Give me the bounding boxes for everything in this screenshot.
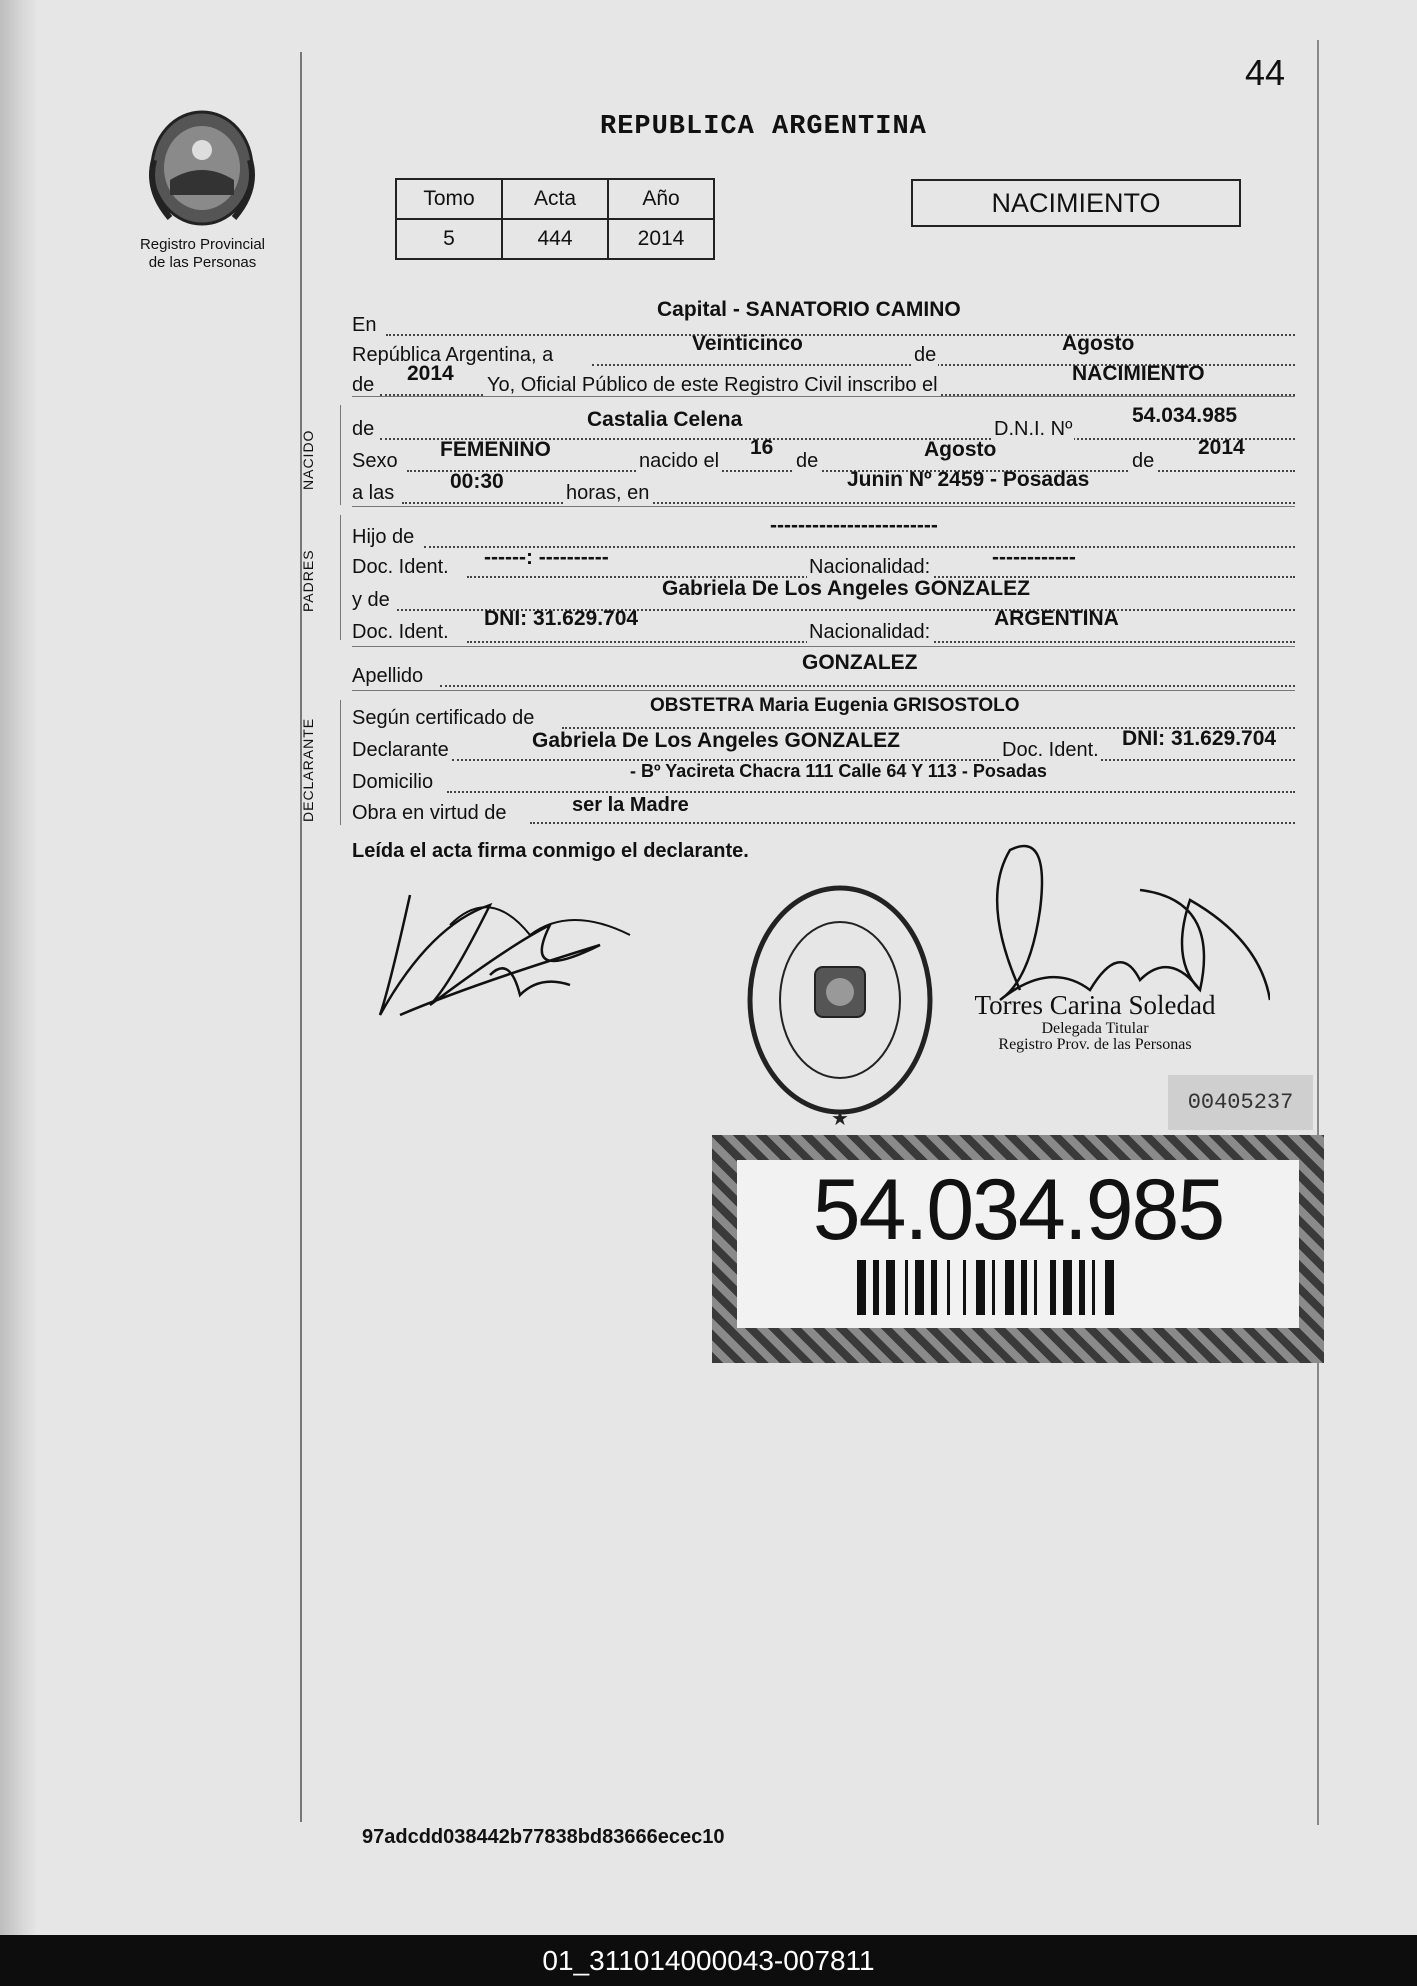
label-nacionalidad2: Nacionalidad: xyxy=(809,621,931,643)
page-shadow xyxy=(0,0,38,1935)
section-bar xyxy=(340,515,341,640)
value-certificado: OBSTETRA Maria Eugenia GRISOSTOLO xyxy=(650,695,1020,716)
right-margin-rule xyxy=(1317,40,1319,1825)
value-madre: Gabriela De Los Angeles GONZALEZ xyxy=(662,577,1030,600)
label-nacido: nacido el xyxy=(639,450,720,472)
section-rule xyxy=(352,506,1295,507)
value-padre: ------------------------ xyxy=(770,514,938,537)
value-nombre: Castalia Celena xyxy=(587,408,743,431)
dotted-line xyxy=(447,791,1295,793)
label-yo: Yo, Oficial Público de este Registro Civil inscribo el xyxy=(484,374,941,397)
provincial-seal-icon xyxy=(140,100,265,235)
section-rule xyxy=(352,646,1295,647)
ref-value-tomo: 5 xyxy=(396,219,502,259)
row-hora xyxy=(352,468,1295,508)
row-obra xyxy=(352,794,1295,828)
issuer-caption-line-2: de las Personas xyxy=(148,254,257,271)
value-direccion: Junin Nº 2459 - Posadas xyxy=(847,468,1090,491)
value-anio: 2014 xyxy=(407,362,454,385)
ref-value-acta: 444 xyxy=(502,219,608,259)
ref-header-anio: Año xyxy=(608,179,714,219)
dotted-line xyxy=(440,685,1295,687)
reference-table xyxy=(395,178,715,260)
value-hora: 00:30 xyxy=(450,470,504,493)
ref-header-tomo: Tomo xyxy=(396,179,502,219)
section-rule xyxy=(352,690,1295,691)
value-padre-doc: ------: ---------- xyxy=(484,546,609,569)
issuer-caption-line-1: Registro Provincial xyxy=(139,236,266,253)
dni-label-inner xyxy=(737,1160,1299,1328)
value-tipo: NACIMIENTO xyxy=(1072,362,1205,385)
label-doc-ident2: Doc. Ident. xyxy=(352,621,449,643)
document-hash: 97adcdd038442b77838bd83666ecec10 xyxy=(362,1826,725,1848)
value-mes: Agosto xyxy=(1062,332,1135,355)
row-madre-doc xyxy=(352,607,1295,647)
dotted-line xyxy=(530,822,1295,824)
label-de-name: de xyxy=(352,418,375,440)
dotted-line xyxy=(386,334,1295,336)
serial-number: 00405237 xyxy=(1168,1075,1313,1130)
label-sexo: Sexo xyxy=(352,450,398,472)
dni-label xyxy=(712,1135,1324,1363)
value-sexo: FEMENINO xyxy=(440,438,551,461)
label-segun: Según certificado de xyxy=(352,707,535,729)
value-declarante: Gabriela De Los Angeles GONZALEZ xyxy=(532,729,900,752)
value-obra: ser la Madre xyxy=(572,794,689,816)
official-block xyxy=(965,990,1225,1053)
section-bar xyxy=(340,405,341,505)
side-label-declarante: DECLARANTE xyxy=(300,717,316,822)
side-label-padres: PADRES xyxy=(300,549,316,612)
row-lugar xyxy=(352,298,1295,340)
label-nacionalidad: Nacionalidad: xyxy=(809,556,931,578)
section-bar xyxy=(340,700,341,825)
label-republica: República Argentina, a xyxy=(352,344,554,366)
issuer-caption xyxy=(125,236,280,272)
ref-header-acta: Acta xyxy=(502,179,608,219)
label-domicilio: Domicilio xyxy=(352,771,434,793)
label-de3: de xyxy=(1132,450,1155,472)
act-type-box: NACIMIENTO xyxy=(911,179,1241,227)
label-declarante: Declarante xyxy=(352,739,449,761)
label-en: En xyxy=(352,314,377,336)
page-number: 44 xyxy=(1245,52,1286,93)
barcode-icon xyxy=(857,1260,1227,1315)
label-de2: de xyxy=(796,450,819,472)
row-domicilio xyxy=(352,761,1295,797)
official-role: Delegada Titular xyxy=(1041,1020,1149,1037)
label-obra: Obra en virtud de xyxy=(352,802,507,824)
label-doc-ident3: Doc. Ident. xyxy=(1002,739,1099,761)
value-madre-doc: DNI: 31.629.704 xyxy=(484,607,639,630)
svg-text:★: ★ xyxy=(831,1108,849,1130)
label-y-de: y de xyxy=(352,589,390,611)
row-apellido xyxy=(352,651,1295,691)
value-dia-letras: Veinticinco xyxy=(692,332,803,355)
official-stamp xyxy=(740,875,940,1135)
value-lugar: Capital - SANATORIO CAMINO xyxy=(657,298,961,321)
label-hijo-de: Hijo de xyxy=(352,526,415,548)
closing-statement: Leída el acta firma conmigo el declarante. xyxy=(352,840,749,862)
value-mes-nac: Agosto xyxy=(924,438,997,461)
value-dia-nac: 16 xyxy=(750,436,774,459)
value-dni: 54.034.985 xyxy=(1132,404,1238,427)
value-apellido: GONZALEZ xyxy=(802,651,918,674)
label-doc-ident: Doc. Ident. xyxy=(352,556,449,578)
label-apellido: Apellido xyxy=(352,665,424,687)
label-a-las: a las xyxy=(352,482,395,504)
side-label-nacido: NACIDO xyxy=(300,429,316,490)
value-madre-nac: ARGENTINA xyxy=(994,607,1119,630)
footer-file-id: 01_311014000043-007811 xyxy=(0,1935,1417,1986)
official-office: Registro Prov. de las Personas xyxy=(998,1036,1192,1053)
label-dni: D.N.I. Nº xyxy=(994,418,1073,440)
document-title: REPUBLICA ARGENTINA xyxy=(600,112,927,142)
label-de-year: de xyxy=(352,374,375,396)
official-name: Torres Carina Soledad xyxy=(974,990,1216,1020)
label-de: de xyxy=(914,344,937,366)
label-horas-en: horas, en xyxy=(566,482,650,504)
value-domicilio: - Bº Yacireta Chacra 111 Calle 64 Y 113 - Posadas xyxy=(630,761,1047,781)
value-padre-nac: ------------ xyxy=(992,546,1076,569)
left-margin-rule xyxy=(300,52,302,1822)
dni-label-number: 54.034.985 xyxy=(812,1162,1224,1258)
declarant-signature xyxy=(370,865,640,1035)
value-declarante-doc: DNI: 31.629.704 xyxy=(1122,727,1277,750)
dotted-line xyxy=(402,502,1295,504)
ref-value-anio: 2014 xyxy=(608,219,714,259)
value-anio-nac: 2014 xyxy=(1198,436,1245,459)
section-rule xyxy=(352,396,1295,397)
